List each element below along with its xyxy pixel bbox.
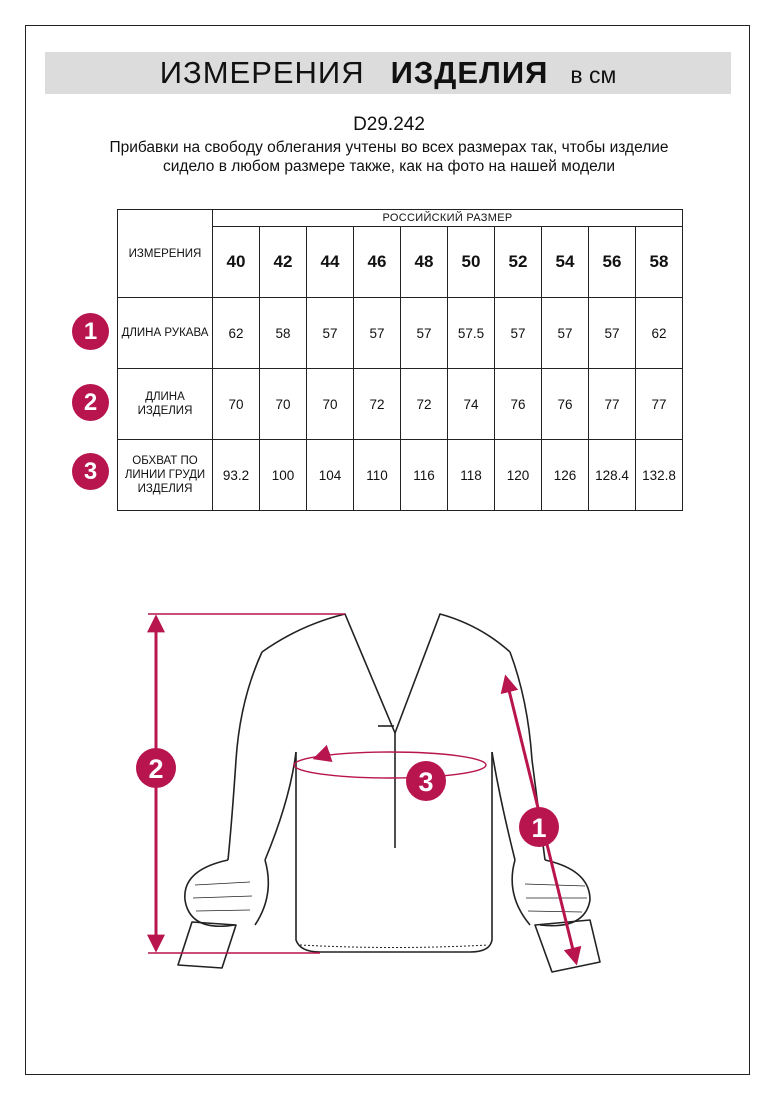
- table-cell: 93.2: [213, 440, 260, 511]
- title-measurements: ИЗМЕРЕНИЯ: [159, 55, 365, 90]
- measurement-lines: [148, 614, 576, 962]
- table-cell: 62: [636, 298, 683, 369]
- size-header: 42: [260, 227, 307, 298]
- title-product: ИЗДЕЛИЯ: [390, 55, 549, 90]
- table-cell: 72: [354, 369, 401, 440]
- fit-note: Прибавки на свободу облегания учтены во всех размерах так, чтобы изделие сидело в любом размере также, как на фото на нашей модели: [109, 139, 669, 175]
- table-cell: 57: [354, 298, 401, 369]
- table-cell: 120: [495, 440, 542, 511]
- table-cell: 57.5: [448, 298, 495, 369]
- table-cell: 116: [401, 440, 448, 511]
- table-cell: 132.8: [636, 440, 683, 511]
- marker-label-sleeve: 1: [531, 813, 547, 843]
- size-header: 48: [401, 227, 448, 298]
- table-cell: 110: [354, 440, 401, 511]
- table-cell: 77: [589, 369, 636, 440]
- table-cell: 74: [448, 369, 495, 440]
- blouse-outline: [178, 614, 600, 972]
- table-cell: 72: [401, 369, 448, 440]
- table-cell: 104: [307, 440, 354, 511]
- table-cell: 126: [542, 440, 589, 511]
- row-badge-3: 3: [72, 453, 109, 490]
- garment-illustration: [0, 580, 778, 1000]
- size-header: 58: [636, 227, 683, 298]
- table-cell: 62: [213, 298, 260, 369]
- table-cell: 57: [307, 298, 354, 369]
- table-cell: 100: [260, 440, 307, 511]
- table-cell: 128.4: [589, 440, 636, 511]
- row-label: ОБХВАТ ПО ЛИНИИ ГРУДИ ИЗДЕЛИЯ: [118, 440, 213, 511]
- table-cell: 57: [542, 298, 589, 369]
- table-row-sleeve-length: [118, 298, 683, 369]
- size-table: [117, 209, 683, 511]
- measurements-header: ИЗМЕРЕНИЯ: [118, 210, 213, 298]
- size-header: 40: [213, 227, 260, 298]
- measurement-markers: [136, 748, 559, 847]
- table-row-chest-girth: [118, 440, 683, 511]
- title-unit: в см: [570, 62, 617, 88]
- table-cell: 77: [636, 369, 683, 440]
- table-row-product-length: [118, 369, 683, 440]
- product-code: D29.242: [353, 114, 425, 135]
- table-cell: 57: [401, 298, 448, 369]
- row-label: ДЛИНА РУКАВА: [118, 298, 213, 369]
- size-header: 44: [307, 227, 354, 298]
- row-label: ДЛИНА ИЗДЕЛИЯ: [118, 369, 213, 440]
- marker-label-length: 2: [148, 754, 164, 784]
- table-cell: 70: [213, 369, 260, 440]
- table-cell: 57: [495, 298, 542, 369]
- table-cell: 70: [307, 369, 354, 440]
- row-badge-1: 1: [72, 313, 109, 350]
- row-badge-2: 2: [72, 384, 109, 421]
- marker-label-chest: 3: [418, 767, 434, 797]
- table-cell: 76: [542, 369, 589, 440]
- table-cell: 70: [260, 369, 307, 440]
- table-cell: 76: [495, 369, 542, 440]
- russian-size-header: РОССИЙСКИЙ РАЗМЕР: [213, 210, 683, 227]
- size-header: 52: [495, 227, 542, 298]
- table-cell: 57: [589, 298, 636, 369]
- title-banner: [45, 52, 731, 94]
- size-header: 54: [542, 227, 589, 298]
- size-header: 56: [589, 227, 636, 298]
- table-cell: 118: [448, 440, 495, 511]
- size-header: 50: [448, 227, 495, 298]
- size-header: 46: [354, 227, 401, 298]
- table-cell: 58: [260, 298, 307, 369]
